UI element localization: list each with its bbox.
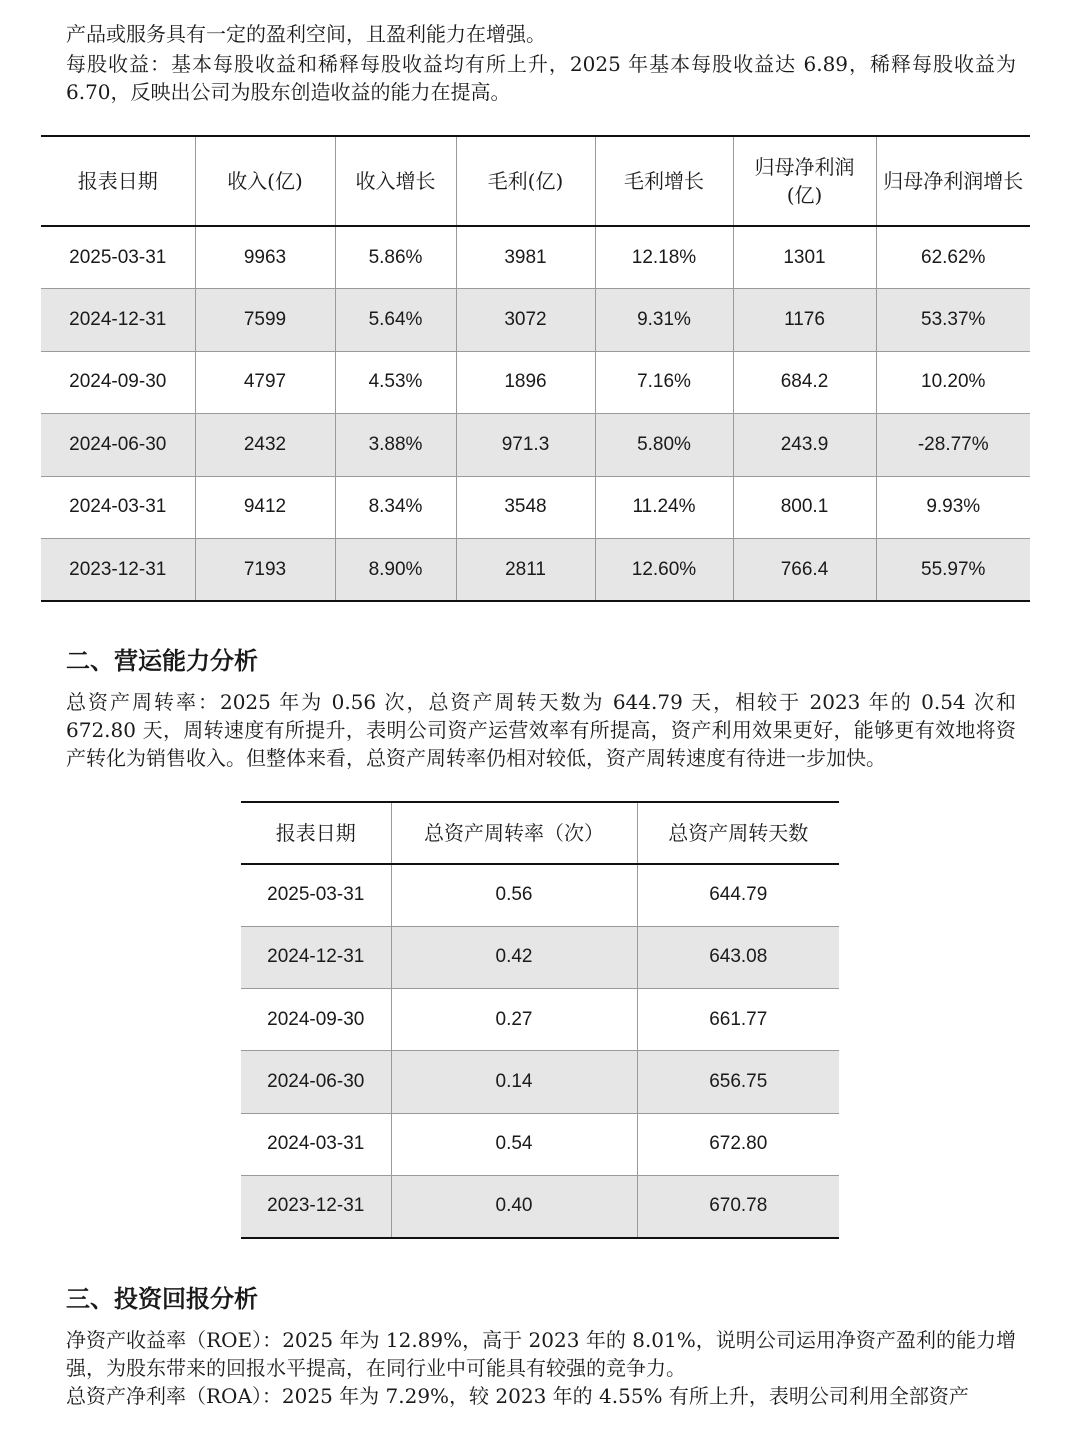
table-cell: 4.53%: [335, 351, 456, 414]
table-cell: 2023-12-31: [41, 539, 195, 602]
eps-paragraph: 每股收益：基本每股收益和稀释每股收益均有所上升，2025 年基本每股收益达 6.89，稀释每股收益为 6.70，反映出公司为股东创造收益的能力在提高。: [66, 52, 1016, 104]
header-cell: 报表日期: [77, 169, 158, 193]
table-cell: 684.2: [733, 351, 876, 414]
table-cell: 672.80: [637, 1113, 839, 1175]
header-cell: 收入(亿): [195, 136, 335, 226]
header-cell: 收入增长: [335, 136, 456, 226]
table-row: [241, 864, 839, 926]
table-cell: 2023-12-31: [241, 1175, 391, 1237]
header-cell: 毛利增长: [595, 136, 733, 226]
intro-text: 产品或服务具有一定的盈利空间，且盈利能力在增强。: [66, 22, 546, 46]
header-cell: 毛利(亿): [456, 136, 595, 226]
table-cell: 800.1: [733, 476, 876, 539]
table-row: [41, 414, 1030, 477]
table-cell: 0.42: [391, 926, 637, 988]
table-cell: 656.75: [637, 1051, 839, 1113]
table-cell: 8.34%: [335, 476, 456, 539]
table-cell: 2024-06-30: [241, 1051, 391, 1113]
header-cell: 归母净利润(亿): [733, 136, 876, 226]
table-cell: 10.20%: [876, 351, 1030, 414]
header-cell: 归母净利润增长: [876, 136, 1030, 226]
table-header-row: [241, 802, 839, 864]
table-cell: 9.31%: [595, 289, 733, 352]
table-row: [41, 351, 1030, 414]
table-cell: 2432: [195, 414, 335, 477]
table-cell: 62.62%: [876, 226, 1030, 289]
table-cell: 670.78: [637, 1175, 839, 1237]
table-cell: -28.77%: [876, 414, 1030, 477]
table-cell: 2024-12-31: [241, 926, 391, 988]
table-row: [41, 289, 1030, 352]
table-cell: 0.56: [391, 864, 637, 926]
table-row: [241, 989, 839, 1051]
table-cell: 12.18%: [595, 226, 733, 289]
turnover-paragraph: 总资产周转率：2025 年为 0.56 次，总资产周转天数为 644.79 天，相较于 2023 年的 0.54 次和 672.80 天，周转速度有所提升，表明公司资产运营效率有所提高，资产利用效果更好，能够更有效地将资产转化为销售收入。但整体来看，总资产周转率仍相对较低，资产周转速度有待进一步加快。: [66, 690, 1016, 770]
header-cell: 总资产周转天数: [637, 802, 839, 864]
table-cell: 9963: [195, 226, 335, 289]
table-cell: 55.97%: [876, 539, 1030, 602]
table-cell: 5.80%: [595, 414, 733, 477]
table-row: [41, 539, 1030, 602]
table-cell: 5.86%: [335, 226, 456, 289]
table-cell: 0.14: [391, 1051, 637, 1113]
table-cell: 7193: [195, 539, 335, 602]
header-cell: 报表日期: [275, 821, 356, 845]
turnover-table: [241, 801, 839, 1239]
table-cell: 3548: [456, 476, 595, 539]
roa-paragraph: 总资产净利率（ROA）：2025 年为 7.29%，较 2023 年的 4.55% 有所上升，表明公司利用全部资产: [66, 1384, 969, 1408]
table-cell: 1176: [733, 289, 876, 352]
table-header-row: [41, 136, 1030, 226]
table-cell: 5.64%: [335, 289, 456, 352]
section-title: 三、投资回报分析: [66, 1285, 258, 1313]
table-cell: 7.16%: [595, 351, 733, 414]
table-cell: 11.24%: [595, 476, 733, 539]
table-row: [241, 1051, 839, 1113]
table-cell: 3.88%: [335, 414, 456, 477]
table-cell: 9412: [195, 476, 335, 539]
table-row: [241, 1113, 839, 1175]
table-cell: 4797: [195, 351, 335, 414]
table-row: [41, 476, 1030, 539]
table-cell: 53.37%: [876, 289, 1030, 352]
table-cell: 1896: [456, 351, 595, 414]
table-cell: 0.40: [391, 1175, 637, 1237]
table-cell: 643.08: [637, 926, 839, 988]
table-cell: 3981: [456, 226, 595, 289]
section-title: 二、营运能力分析: [66, 647, 258, 675]
table-cell: 2024-09-30: [241, 989, 391, 1051]
table-cell: 0.27: [391, 989, 637, 1051]
table-cell: 2024-09-30: [41, 351, 195, 414]
table-cell: 971.3: [456, 414, 595, 477]
profit-table: [41, 135, 1030, 602]
table-cell: 2811: [456, 539, 595, 602]
table-cell: 243.9: [733, 414, 876, 477]
table-cell: 1301: [733, 226, 876, 289]
table-cell: 2025-03-31: [41, 226, 195, 289]
table-cell: 644.79: [637, 864, 839, 926]
table-row: [41, 226, 1030, 289]
table-cell: 12.60%: [595, 539, 733, 602]
table-cell: 9.93%: [876, 476, 1030, 539]
table-cell: 2024-06-30: [41, 414, 195, 477]
roe-paragraph: 净资产收益率（ROE）：2025 年为 12.89%，高于 2023 年的 8.01%，说明公司运用净资产盈利的能力增强，为股东带来的回报水平提高，在同行业中可能具有较强的竞争力。: [66, 1328, 1016, 1380]
table-cell: 2025-03-31: [241, 864, 391, 926]
header-cell: 总资产周转率（次）: [391, 802, 637, 864]
table-cell: 2024-12-31: [41, 289, 195, 352]
table-cell: 3072: [456, 289, 595, 352]
table-cell: 661.77: [637, 989, 839, 1051]
table-row: [241, 1175, 839, 1237]
table-cell: 766.4: [733, 539, 876, 602]
table-cell: 2024-03-31: [41, 476, 195, 539]
table-cell: 8.90%: [335, 539, 456, 602]
table-cell: 7599: [195, 289, 335, 352]
table-cell: 0.54: [391, 1113, 637, 1175]
table-row: [241, 926, 839, 988]
table-cell: 2024-03-31: [241, 1113, 391, 1175]
